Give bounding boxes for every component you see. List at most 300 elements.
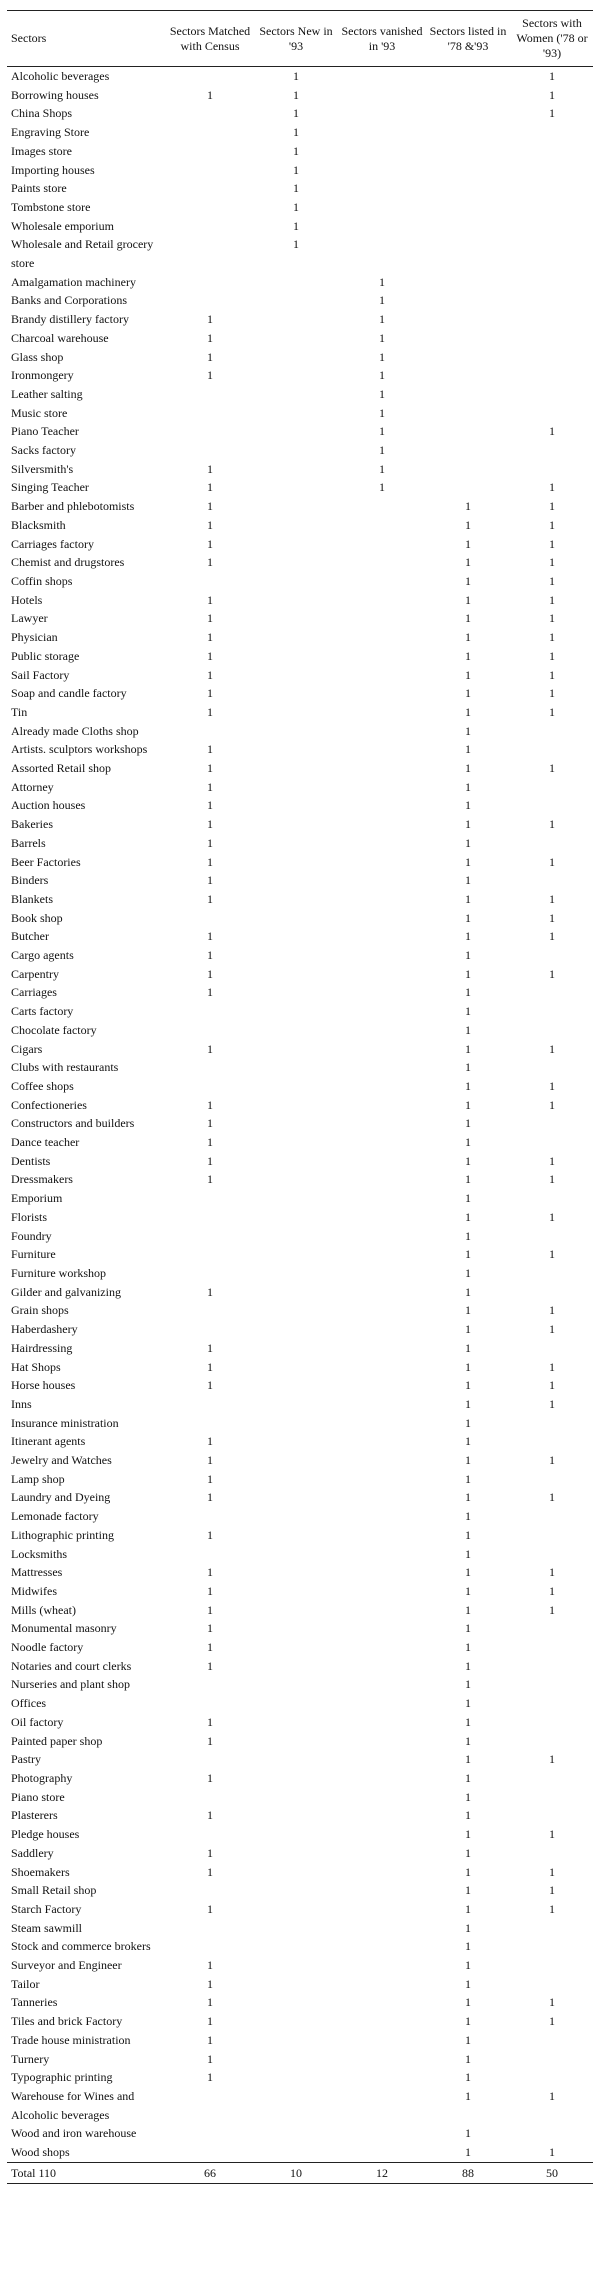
table-row	[7, 460, 593, 479]
cell-sector: Wholesale emporium	[11, 218, 114, 233]
cell-with-women	[511, 2068, 593, 2087]
cell-with-women	[511, 1919, 593, 1938]
cell-vanished-93	[339, 1975, 425, 1994]
cell-matched-census	[167, 1245, 253, 1264]
cell-vanished-93	[339, 1713, 425, 1732]
cell-with-women: 1	[549, 1172, 555, 1187]
table-row	[7, 722, 593, 741]
cell-vanished-93	[339, 778, 425, 797]
cell-sector: Already made Cloths shop	[11, 723, 139, 738]
cell-with-women: 1	[549, 854, 555, 869]
cell-vanished-93	[339, 909, 425, 928]
cell-vanished-93	[339, 1227, 425, 1246]
cell-listed-78-93: 1	[465, 891, 471, 906]
cell-new-93	[253, 1881, 339, 1900]
cell-listed-78-93: 1	[465, 1509, 471, 1524]
cell-listed-78-93	[425, 422, 511, 441]
cell-new-93	[253, 1189, 339, 1208]
cell-with-women	[511, 1021, 593, 1040]
total-with-women: 50	[511, 2162, 593, 2183]
table-row	[7, 1358, 593, 1377]
table-row	[7, 927, 593, 946]
table-row	[7, 1301, 593, 1320]
cell-vanished-93	[339, 1320, 425, 1339]
cell-sector: Blankets	[11, 891, 53, 906]
table-row	[7, 591, 593, 610]
cell-new-93	[253, 740, 339, 759]
cell-new-93	[253, 834, 339, 853]
table-row	[7, 1657, 593, 1676]
cell-sector: Warehouse for Wines and Alcoholic beverages	[11, 2088, 135, 2122]
cell-matched-census: 1	[207, 555, 213, 570]
cell-sector: Carriages	[11, 985, 57, 1000]
cell-matched-census: 1	[207, 761, 213, 776]
cell-vanished-93	[339, 572, 425, 591]
cell-sector: Ironmongery	[11, 368, 74, 383]
cell-matched-census	[167, 198, 253, 217]
table-row	[7, 2124, 593, 2143]
cell-vanished-93	[339, 1189, 425, 1208]
cell-matched-census: 1	[207, 873, 213, 888]
cell-vanished-93	[339, 2068, 425, 2087]
cell-vanished-93: 1	[379, 349, 385, 364]
cell-matched-census: 1	[207, 779, 213, 794]
table-row	[7, 142, 593, 161]
cell-matched-census: 1	[207, 686, 213, 701]
col-header-with-women: Sectors with Women ('78 or '93)	[511, 11, 593, 67]
cell-matched-census	[167, 1208, 253, 1227]
cell-sector: Itinerant agents	[11, 1434, 86, 1449]
cell-with-women: 1	[549, 704, 555, 719]
cell-vanished-93	[339, 1002, 425, 1021]
cell-sector: Lawyer	[11, 611, 48, 626]
cell-vanished-93	[339, 123, 425, 142]
cell-sector: Monumental masonry	[11, 1621, 117, 1636]
cell-matched-census	[167, 1788, 253, 1807]
cell-vanished-93	[339, 1040, 425, 1059]
table-row	[7, 1732, 593, 1751]
total-listed-78-93: 88	[425, 2162, 511, 2183]
table-row	[7, 441, 593, 460]
cell-sector: Piano Teacher	[11, 424, 79, 439]
cell-matched-census: 1	[207, 349, 213, 364]
cell-listed-78-93: 1	[465, 835, 471, 850]
cell-sector: Borrowing houses	[11, 87, 99, 102]
cell-new-93	[253, 2143, 339, 2162]
col-header-sectors: Sectors	[7, 11, 167, 67]
cell-matched-census: 1	[207, 1901, 213, 1916]
cell-new-93	[253, 1395, 339, 1414]
table-row	[7, 1170, 593, 1189]
table-row	[7, 1002, 593, 1021]
table-row	[7, 1488, 593, 1507]
cell-vanished-93: 1	[379, 424, 385, 439]
cell-vanished-93	[339, 104, 425, 123]
cell-sector: Constructors and builders	[11, 1116, 135, 1131]
cell-sector: Tombstone store	[11, 199, 91, 214]
cell-new-93	[253, 1844, 339, 1863]
cell-matched-census: 1	[207, 1284, 213, 1299]
cell-with-women	[511, 1806, 593, 1825]
cell-vanished-93	[339, 1170, 425, 1189]
cell-with-women	[511, 273, 593, 292]
cell-sector: Artists. sculptors workshops	[11, 742, 148, 757]
cell-sector: Amalgamation machinery	[11, 274, 136, 289]
cell-sector: Oil factory	[11, 1714, 64, 1729]
cell-with-women: 1	[549, 891, 555, 906]
cell-sector: Foundry	[11, 1228, 52, 1243]
cell-matched-census	[167, 1395, 253, 1414]
table-row	[7, 1713, 593, 1732]
cell-vanished-93	[339, 2050, 425, 2069]
table-row	[7, 67, 593, 86]
cell-listed-78-93: 1	[465, 2070, 471, 2085]
cell-vanished-93	[339, 1283, 425, 1302]
cell-listed-78-93: 1	[465, 910, 471, 925]
table-row	[7, 385, 593, 404]
table-row	[7, 516, 593, 535]
cell-sector: Dance teacher	[11, 1135, 80, 1150]
cell-listed-78-93: 1	[465, 1060, 471, 1075]
cell-sector: Starch Factory	[11, 1901, 82, 1916]
cell-with-women	[511, 1956, 593, 1975]
cell-listed-78-93: 1	[465, 2145, 471, 2160]
cell-vanished-93	[339, 86, 425, 105]
cell-listed-78-93: 1	[465, 1583, 471, 1598]
cell-listed-78-93: 1	[465, 1864, 471, 1879]
cell-with-women: 1	[549, 1827, 555, 1842]
cell-with-women: 1	[549, 517, 555, 532]
cell-matched-census: 1	[207, 1958, 213, 1973]
cell-matched-census: 1	[207, 704, 213, 719]
cell-new-93	[253, 2087, 339, 2124]
cell-listed-78-93: 1	[465, 1976, 471, 1991]
cell-new-93	[253, 666, 339, 685]
cell-matched-census: 1	[207, 87, 213, 102]
cell-sector: Piano store	[11, 1789, 65, 1804]
cell-new-93	[253, 422, 339, 441]
cell-sector: Silversmith's	[11, 461, 74, 476]
cell-new-93	[253, 1956, 339, 1975]
cell-new-93	[253, 1694, 339, 1713]
cell-vanished-93	[339, 142, 425, 161]
cell-sector: Furniture workshop	[11, 1266, 106, 1280]
cell-listed-78-93: 1	[465, 1004, 471, 1019]
cell-new-93	[253, 1002, 339, 1021]
cell-new-93	[253, 1619, 339, 1638]
cell-listed-78-93: 1	[465, 1808, 471, 1823]
cell-with-women: 1	[549, 1396, 555, 1411]
cell-matched-census	[167, 1919, 253, 1938]
cell-listed-78-93: 1	[465, 873, 471, 888]
cell-new-93	[253, 348, 339, 367]
cell-sector: Midwifes	[11, 1583, 57, 1598]
cell-listed-78-93: 1	[465, 1228, 471, 1243]
cell-matched-census	[167, 179, 253, 198]
cell-listed-78-93	[425, 478, 511, 497]
cell-with-women: 1	[549, 1583, 555, 1598]
cell-new-93	[253, 1601, 339, 1620]
cell-with-women	[511, 198, 593, 217]
cell-vanished-93	[339, 235, 425, 272]
cell-listed-78-93: 1	[465, 1920, 471, 1935]
cell-sector: Barber and phlebotomists	[11, 499, 135, 514]
cell-matched-census: 1	[207, 1995, 213, 2010]
cell-matched-census: 1	[207, 1378, 213, 1393]
table-row	[7, 1096, 593, 1115]
cell-with-women	[511, 2124, 593, 2143]
cell-new-93	[253, 1750, 339, 1769]
cell-sector: Brandy distillery factory	[11, 312, 129, 327]
cell-vanished-93	[339, 1750, 425, 1769]
table-row	[7, 329, 593, 348]
table-row	[7, 1863, 593, 1882]
cell-listed-78-93	[425, 460, 511, 479]
cell-new-93	[253, 2031, 339, 2050]
cell-sector: Confectioneries	[11, 1097, 87, 1112]
table-row	[7, 179, 593, 198]
cell-sector: Auction houses	[11, 798, 86, 813]
table-row	[7, 909, 593, 928]
cell-new-93	[253, 1264, 339, 1283]
cell-sector: Sail Factory	[11, 667, 70, 682]
cell-vanished-93	[339, 965, 425, 984]
table-row	[7, 1769, 593, 1788]
cell-listed-78-93: 1	[465, 742, 471, 757]
cell-sector: Images store	[11, 143, 72, 158]
cell-new-93	[253, 1301, 339, 1320]
cell-matched-census: 1	[207, 966, 213, 981]
cell-vanished-93	[339, 1058, 425, 1077]
cell-matched-census	[167, 1414, 253, 1433]
cell-listed-78-93	[425, 404, 511, 423]
table-row	[7, 291, 593, 310]
table-row	[7, 965, 593, 984]
total-new-93: 10	[253, 2162, 339, 2183]
cell-matched-census: 1	[207, 1116, 213, 1131]
table-row	[7, 1133, 593, 1152]
cell-vanished-93	[339, 1825, 425, 1844]
cell-vanished-93	[339, 1806, 425, 1825]
cell-vanished-93: 1	[379, 461, 385, 476]
cell-vanished-93	[339, 1208, 425, 1227]
cell-listed-78-93: 1	[465, 611, 471, 626]
cell-listed-78-93: 1	[465, 1153, 471, 1168]
cell-listed-78-93: 1	[465, 1640, 471, 1655]
cell-new-93	[253, 385, 339, 404]
cell-with-women: 1	[549, 648, 555, 663]
cell-sector: Steam sawmill	[11, 1920, 82, 1935]
table-row	[7, 853, 593, 872]
cell-listed-78-93	[425, 310, 511, 329]
cell-listed-78-93	[425, 235, 511, 272]
table-row	[7, 796, 593, 815]
cell-listed-78-93: 1	[465, 592, 471, 607]
cell-matched-census: 1	[207, 948, 213, 963]
cell-vanished-93	[339, 927, 425, 946]
table-row	[7, 1339, 593, 1358]
cell-new-93	[253, 273, 339, 292]
cell-vanished-93	[339, 217, 425, 236]
cell-with-women: 1	[549, 2145, 555, 2160]
col-header-matched-census: Sectors Matched with Census	[167, 11, 253, 67]
cell-matched-census: 1	[207, 2032, 213, 2047]
cell-with-women: 1	[549, 1901, 555, 1916]
table-row	[7, 198, 593, 217]
cell-sector: Tanneries	[11, 1995, 58, 2010]
cell-new-93	[253, 703, 339, 722]
cell-with-women: 1	[549, 1209, 555, 1224]
cell-vanished-93	[339, 1638, 425, 1657]
cell-vanished-93	[339, 1301, 425, 1320]
cell-vanished-93	[339, 1675, 425, 1694]
cell-listed-78-93	[425, 217, 511, 236]
cell-listed-78-93: 1	[465, 1434, 471, 1449]
cell-matched-census: 1	[207, 630, 213, 645]
cell-listed-78-93: 1	[465, 1883, 471, 1898]
cell-vanished-93	[339, 853, 425, 872]
cell-matched-census	[167, 441, 253, 460]
cell-with-women	[511, 1507, 593, 1526]
cell-listed-78-93: 1	[465, 1471, 471, 1486]
cell-vanished-93: 1	[379, 274, 385, 289]
table-row	[7, 1432, 593, 1451]
cell-vanished-93	[339, 1937, 425, 1956]
cell-matched-census: 1	[207, 1434, 213, 1449]
cell-vanished-93	[339, 740, 425, 759]
sectors-table	[7, 10, 593, 2184]
cell-vanished-93: 1	[379, 443, 385, 458]
cell-matched-census	[167, 161, 253, 180]
cell-listed-78-93: 1	[465, 1845, 471, 1860]
table-row	[7, 890, 593, 909]
cell-new-93	[253, 535, 339, 554]
cell-with-women: 1	[549, 1303, 555, 1318]
cell-vanished-93	[339, 1526, 425, 1545]
cell-matched-census: 1	[207, 330, 213, 345]
cell-listed-78-93: 1	[465, 1733, 471, 1748]
cell-listed-78-93	[425, 179, 511, 198]
cell-new-93	[253, 1488, 339, 1507]
cell-matched-census	[167, 104, 253, 123]
table-row	[7, 666, 593, 685]
cell-listed-78-93: 1	[465, 1266, 471, 1280]
table-row	[7, 1320, 593, 1339]
cell-vanished-93	[339, 591, 425, 610]
cell-vanished-93	[339, 1245, 425, 1264]
cell-sector: Clubs with restaurants	[11, 1060, 119, 1075]
cell-sector: Bakeries	[11, 817, 53, 832]
cell-matched-census: 1	[207, 667, 213, 682]
cell-vanished-93	[339, 834, 425, 853]
cell-with-women: 1	[549, 630, 555, 645]
cell-matched-census	[167, 291, 253, 310]
cell-new-93: 1	[293, 181, 299, 196]
cell-matched-census	[167, 142, 253, 161]
cell-matched-census	[167, 1002, 253, 1021]
cell-sector: Horse houses	[11, 1378, 76, 1393]
cell-vanished-93	[339, 553, 425, 572]
cell-new-93	[253, 983, 339, 1002]
table-row	[7, 1788, 593, 1807]
cell-sector: Mattresses	[11, 1565, 63, 1580]
cell-sector: Insurance ministration	[11, 1415, 119, 1430]
cell-listed-78-93: 1	[465, 1097, 471, 1112]
cell-listed-78-93: 1	[465, 1078, 471, 1093]
table-row	[7, 1189, 593, 1208]
cell-vanished-93	[339, 1488, 425, 1507]
cell-matched-census: 1	[207, 592, 213, 607]
cell-listed-78-93: 1	[465, 1677, 471, 1692]
cell-new-93	[253, 946, 339, 965]
cell-new-93	[253, 1975, 339, 1994]
table-row	[7, 703, 593, 722]
table-row	[7, 1919, 593, 1938]
cell-sector: Binders	[11, 873, 49, 888]
cell-with-women	[511, 460, 593, 479]
cell-sector: Physician	[11, 630, 58, 645]
cell-matched-census: 1	[207, 1453, 213, 1468]
cell-matched-census	[167, 1264, 253, 1283]
cell-new-93	[253, 796, 339, 815]
cell-with-women	[511, 1619, 593, 1638]
table-row	[7, 1152, 593, 1171]
cell-matched-census: 1	[207, 611, 213, 626]
cell-vanished-93	[339, 1470, 425, 1489]
cell-with-women: 1	[549, 1378, 555, 1393]
cell-with-women	[511, 1694, 593, 1713]
cell-listed-78-93	[425, 366, 511, 385]
cell-vanished-93: 1	[379, 386, 385, 401]
cell-sector: Carts factory	[11, 1004, 74, 1019]
cell-with-women	[511, 441, 593, 460]
cell-listed-78-93	[425, 161, 511, 180]
col-header-new-93: Sectors New in '93	[253, 11, 339, 67]
cell-listed-78-93: 1	[465, 1901, 471, 1916]
cell-new-93	[253, 1769, 339, 1788]
cell-new-93	[253, 366, 339, 385]
cell-with-women	[511, 123, 593, 142]
cell-with-women	[511, 778, 593, 797]
cell-sector: Grain shops	[11, 1303, 69, 1318]
cell-new-93	[253, 1919, 339, 1938]
cell-vanished-93	[339, 161, 425, 180]
cell-matched-census	[167, 404, 253, 423]
cell-with-women: 1	[549, 499, 555, 514]
cell-matched-census: 1	[207, 499, 213, 514]
cell-listed-78-93: 1	[465, 723, 471, 738]
table-row	[7, 871, 593, 890]
cell-vanished-93	[339, 1545, 425, 1564]
cell-sector: Hat Shops	[11, 1359, 61, 1374]
cell-vanished-93	[339, 815, 425, 834]
table-row	[7, 1956, 593, 1975]
cell-vanished-93	[339, 1582, 425, 1601]
cell-listed-78-93: 1	[465, 1415, 471, 1430]
cell-new-93	[253, 1040, 339, 1059]
cell-matched-census	[167, 67, 253, 86]
table-row	[7, 104, 593, 123]
total-vanished-93: 12	[339, 2162, 425, 2183]
cell-matched-census: 1	[207, 1976, 213, 1991]
cell-listed-78-93: 1	[465, 1359, 471, 1374]
cell-sector: Engraving Store	[11, 125, 90, 140]
cell-sector: Jewelry and Watches	[11, 1453, 112, 1468]
cell-new-93	[253, 1320, 339, 1339]
cell-with-women: 1	[549, 106, 555, 121]
cell-new-93	[253, 1713, 339, 1732]
cell-new-93	[253, 1021, 339, 1040]
